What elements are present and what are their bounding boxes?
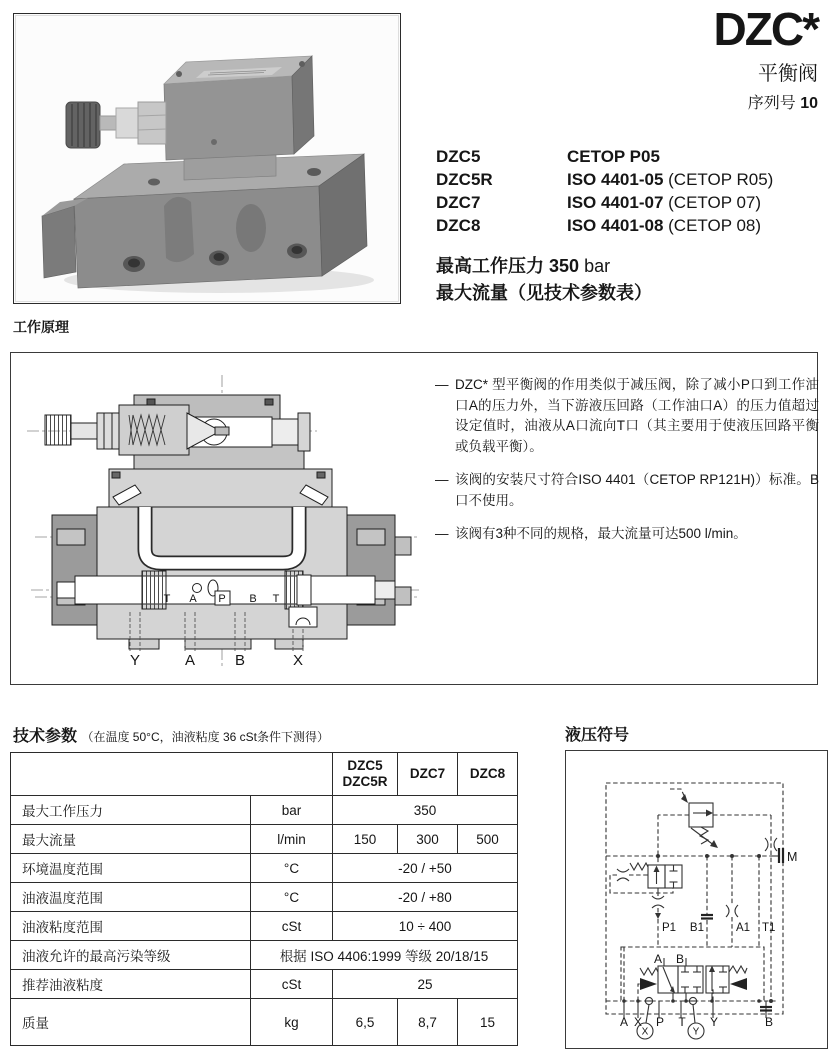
model-code: DZC7 — [436, 193, 481, 212]
table-cell: °C — [251, 854, 333, 883]
label-x-circle: X — [641, 1026, 649, 1038]
table-row — [11, 912, 518, 941]
table-cell: 10 ÷ 400 — [333, 912, 518, 941]
table-cell: 500 — [458, 825, 518, 854]
label-b1-sym: B1 — [689, 922, 704, 934]
table-col-header: DZC5 DZC5R — [333, 753, 398, 796]
table-cell: 15 — [458, 999, 518, 1046]
label-port-b-bottom: B — [764, 1015, 774, 1029]
tech-params-title: 技术参数 — [13, 728, 78, 745]
table-col-header: DZC7 — [398, 753, 458, 796]
table-row-label: 质量 — [11, 999, 251, 1046]
spool-section — [57, 571, 395, 609]
label-port-t-left: T — [163, 593, 171, 605]
bullet-text: 该阀的安装尺寸符合ISO 4401（CETOP RP121H)）标准。B口不使用。 — [455, 472, 819, 508]
table-cell: -20 / +80 — [333, 883, 518, 912]
max-pressure-unit: bar — [579, 256, 611, 276]
pilot-network — [606, 815, 777, 1003]
right-end-cap — [347, 515, 411, 625]
bottom-ports — [129, 639, 303, 649]
label-port-p-bottom: P — [655, 1015, 665, 1029]
label-bottom-y: Y — [129, 652, 141, 669]
table-row — [11, 999, 518, 1046]
series-label: 序列号 — [747, 95, 801, 112]
model-code: DZC8 — [436, 216, 481, 235]
working-principle-bullet — [435, 524, 819, 545]
table-cell: cSt — [251, 912, 333, 941]
bullet-dash: — — [435, 377, 449, 392]
left-end-cap — [52, 515, 97, 625]
max-pressure-value: 350 — [549, 256, 580, 276]
label-port-x-bottom: X — [633, 1015, 643, 1029]
label-bottom-a: A — [184, 652, 196, 669]
pilot-2way-valve-symbol — [610, 863, 682, 919]
tech-params-note: （在温度 50°C，油液粘度 36 cSt条件下测得） — [81, 730, 329, 744]
series-line — [714, 90, 818, 113]
table-cell: 8,7 — [398, 999, 458, 1046]
table-cell: °C — [251, 883, 333, 912]
page-subtitle: 平衡阀 — [758, 63, 818, 85]
table-row-label: 环境温度范围 — [11, 854, 251, 883]
model-code: DZC5 — [436, 147, 481, 166]
max-pressure-label: 最高工作压力 — [436, 256, 550, 276]
table-header-blank — [11, 753, 333, 796]
label-port-b: B — [249, 593, 257, 605]
table-cell: 6,5 — [333, 999, 398, 1046]
model-standard: ISO 4401-05 (CETOP R05) — [567, 170, 774, 189]
label-port-y-bottom: Y — [709, 1015, 719, 1029]
table-cell: 根据 ISO 4406:1999 等级 20/18/15 — [251, 941, 518, 970]
table-cell: 150 — [333, 825, 398, 854]
product-photo-frame — [13, 13, 401, 304]
table-row — [11, 825, 518, 854]
model-row — [436, 168, 773, 191]
max-flow-line: 最大流量（见技术参数表） — [436, 283, 652, 303]
working-principle-heading: 工作原理 — [13, 319, 69, 335]
label-t1-sym: T1 — [762, 922, 776, 934]
label-port-t-right: T — [272, 593, 280, 605]
bullet-text: DZC* 型平衡阀的作用类似于减压阀，除了减小P口到工作油口A的压力外，当下游液压回路（工作油口A）的压力值超过设定值时，油液从A口流向T口（其主要用于使液压回路平衡或负载平衡）。 — [455, 377, 819, 454]
model-standard: ISO 4401-08 (CETOP 08) — [567, 216, 762, 235]
table-cell: 300 — [398, 825, 458, 854]
table-cell: -20 / +50 — [333, 854, 518, 883]
model-standard: ISO 4401-07 (CETOP 07) — [567, 193, 762, 212]
tech-params-table — [10, 752, 518, 1046]
label-port-a: A — [189, 593, 197, 605]
cross-section-diagram — [17, 357, 427, 673]
title-block — [713, 3, 818, 113]
table-cell: bar — [251, 796, 333, 825]
label-bottom-b: B — [234, 652, 246, 669]
page-title: DZC* — [713, 3, 818, 55]
product-photo — [14, 14, 400, 303]
label-y-circle: Y — [692, 1026, 700, 1038]
hydraulic-symbol-box — [565, 750, 828, 1049]
table-cell: 25 — [333, 970, 518, 999]
working-principle-box — [10, 352, 818, 685]
table-cell: kg — [251, 999, 333, 1046]
relief-valve-symbol — [658, 789, 771, 848]
table-cell: cSt — [251, 970, 333, 999]
table-row-label: 推荐油液粘度 — [11, 970, 251, 999]
bullet-dash: — — [435, 472, 449, 488]
table-col-header: DZC8 — [458, 753, 518, 796]
model-list — [436, 145, 773, 237]
label-port-p: P — [218, 593, 226, 605]
table-cell: l/min — [251, 825, 333, 854]
table-row-label: 最大流量 — [11, 825, 251, 854]
label-port-a-bottom: A — [619, 1015, 629, 1029]
table-row — [11, 883, 518, 912]
model-row — [436, 145, 773, 168]
label-a-main: A — [653, 952, 663, 966]
m-port-symbol — [765, 838, 783, 863]
model-row — [436, 214, 773, 237]
table-row — [11, 970, 518, 999]
hydraulic-symbol-heading: 液压符号 — [565, 727, 630, 744]
table-row-label: 油液温度范围 — [11, 883, 251, 912]
pilot-valve-block — [164, 56, 314, 160]
working-principle-bullets — [435, 375, 819, 558]
table-row-label: 油液粘度范围 — [11, 912, 251, 941]
bullet-dash: — — [435, 526, 449, 542]
label-bottom-x: X — [292, 652, 304, 669]
label-b-main: B — [675, 952, 685, 966]
table-row — [11, 796, 518, 825]
max-pressure-line — [436, 252, 610, 278]
table-row — [11, 941, 518, 970]
model-standard: CETOP P05 — [567, 147, 660, 166]
working-principle-bullet — [435, 470, 819, 511]
table-row-label: 油液允许的最高污染等级 — [11, 941, 251, 970]
label-port-t-bottom: T — [678, 1015, 686, 1029]
table-row — [11, 854, 518, 883]
label-a1-sym: A1 — [736, 922, 751, 934]
series-number: 10 — [800, 95, 818, 112]
label-m: M — [787, 850, 798, 864]
table-row-label: 最大工作压力 — [11, 796, 251, 825]
hydraulic-symbol-diagram — [566, 751, 827, 1048]
model-code: DZC5R — [436, 170, 493, 189]
symbol-envelope — [606, 783, 783, 1014]
label-p1: P1 — [662, 922, 677, 934]
tech-params-heading — [13, 723, 329, 746]
model-row — [436, 191, 773, 214]
table-cell: 350 — [333, 796, 518, 825]
bullet-text: 该阀有3种不同的规格，最大流量可达500 l/min。 — [455, 526, 747, 542]
working-principle-bullet — [435, 375, 819, 457]
